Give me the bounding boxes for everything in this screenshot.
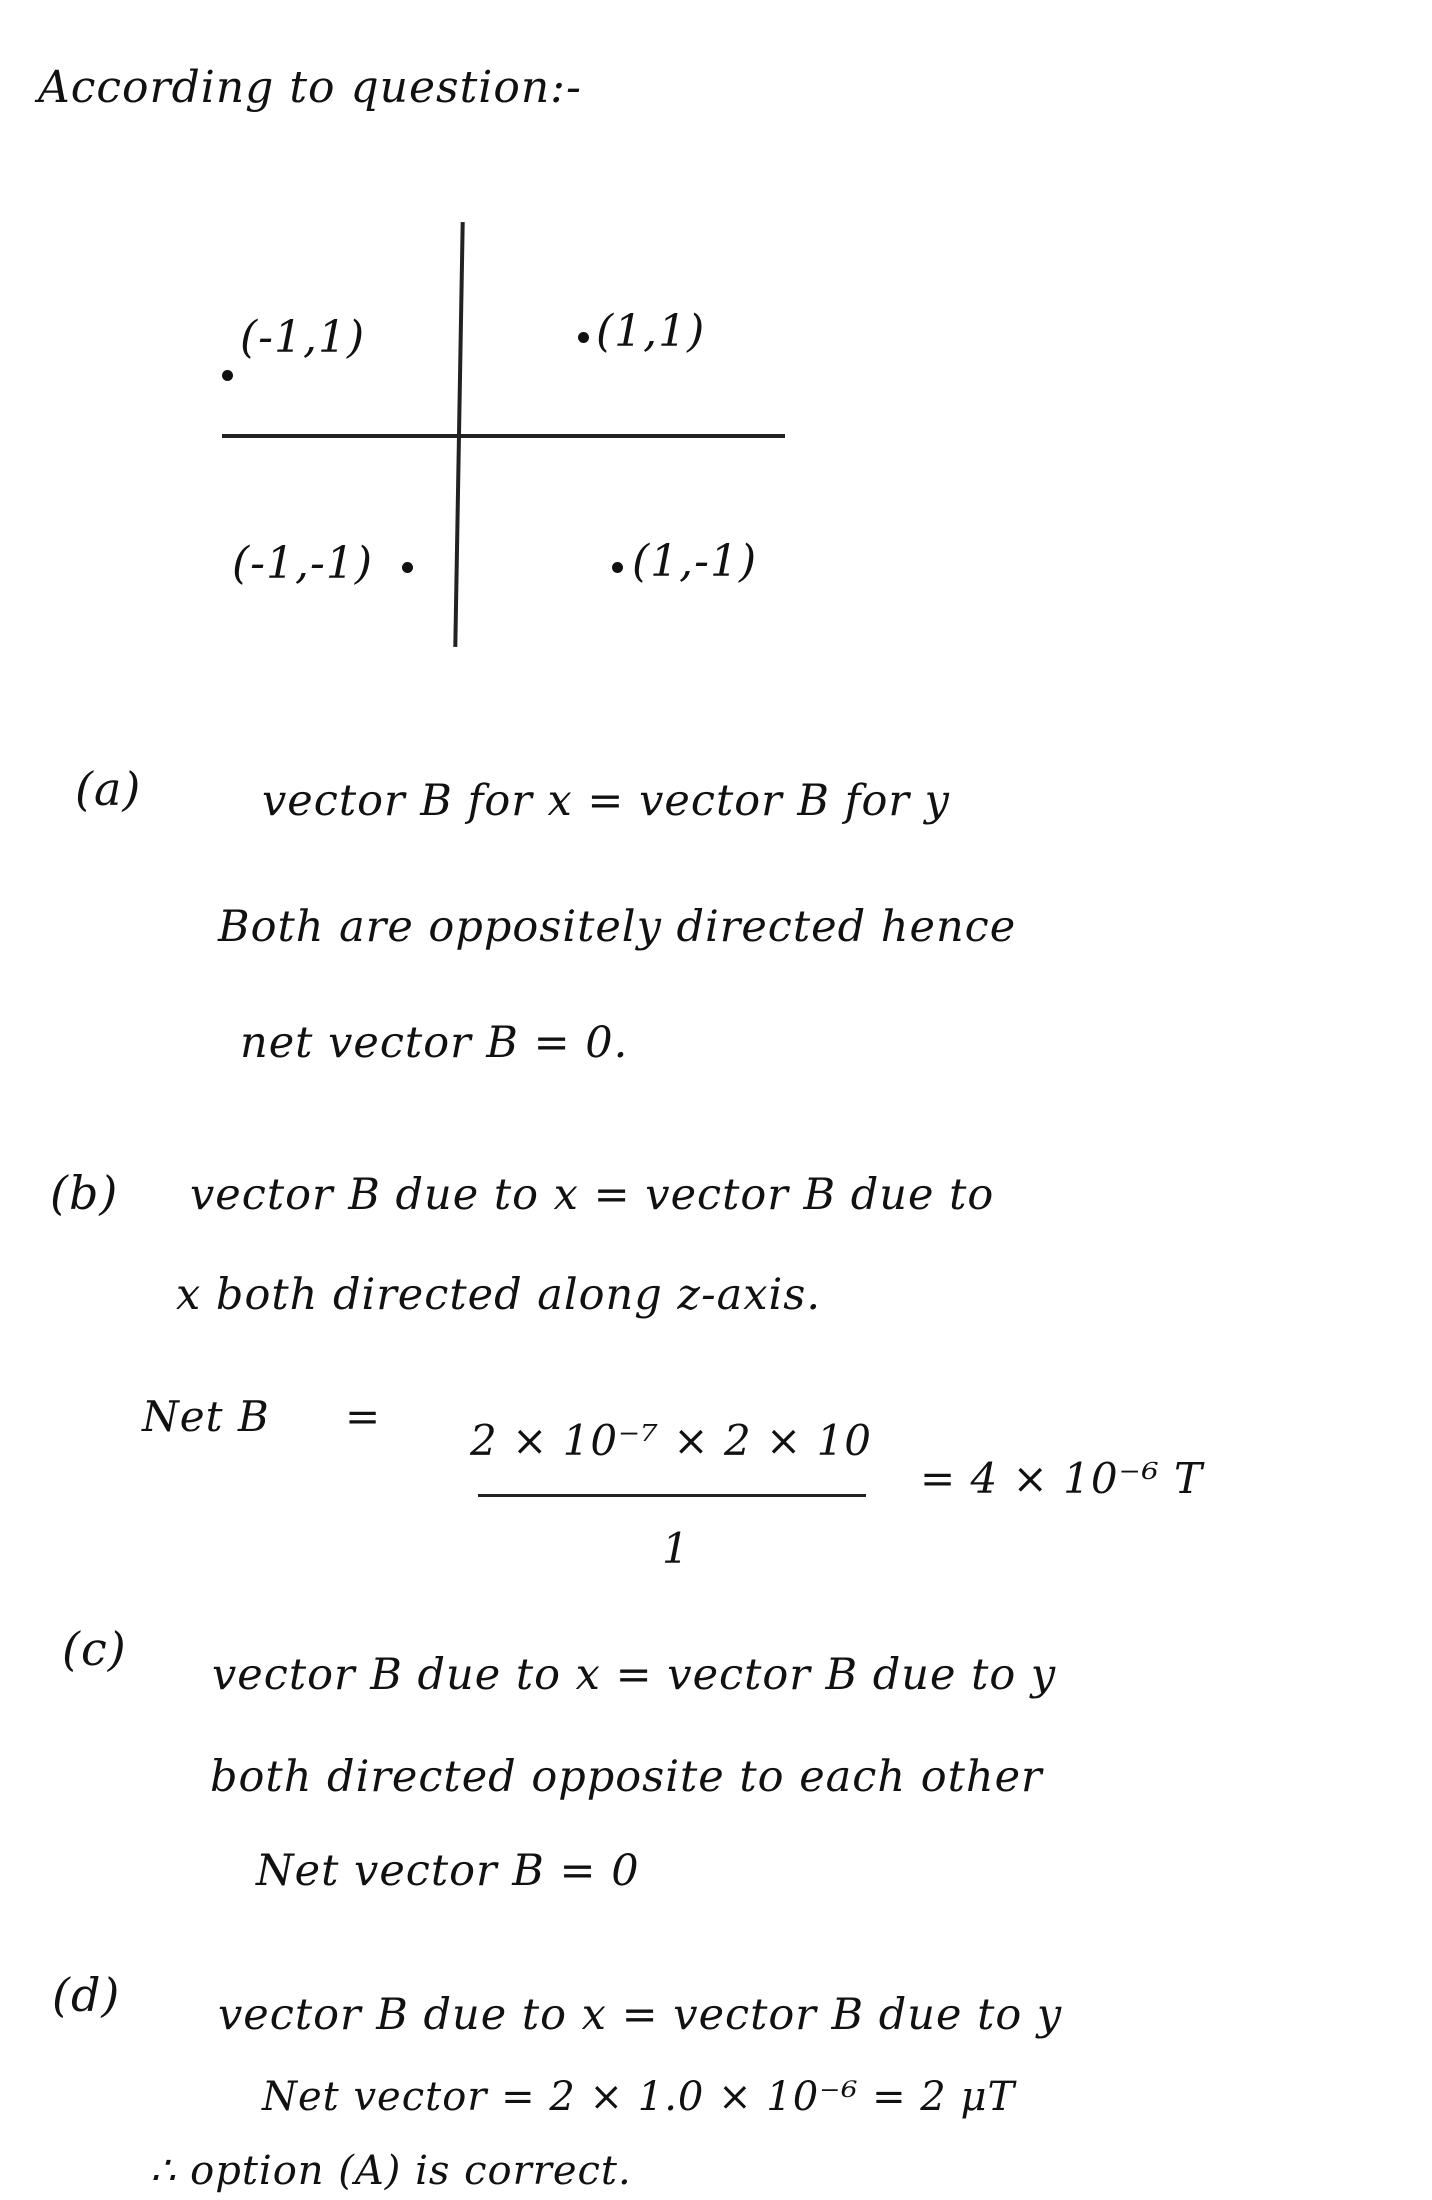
part-a-line3: net vector B = 0.: [240, 1018, 629, 1068]
part-c-line3: Net vector B = 0: [256, 1846, 640, 1896]
heading: According to question:-: [38, 62, 582, 113]
part-b-line1: vector B due to x = vector B due to: [190, 1170, 995, 1220]
part-a-label: (a): [75, 762, 142, 816]
part-a-line1: vector B for x = vector B for y: [262, 776, 950, 826]
part-c-label: (c): [62, 1622, 127, 1676]
point-label-q1: (1,1): [596, 306, 706, 357]
point-label-q2: (-1,1): [240, 312, 366, 363]
part-b-denominator: 1: [662, 1524, 690, 1573]
point-label-q3: (-1,-1): [232, 538, 374, 589]
point-dot-q4: [612, 562, 623, 573]
part-b-equals: =: [345, 1392, 382, 1441]
x-axis: [222, 434, 785, 438]
part-d-label: (d): [52, 1968, 121, 2022]
point-dot-q3: [402, 562, 413, 573]
part-d-line2: Net vector = 2 × 1.0 × 10⁻⁶ = 2 μT: [262, 2074, 1016, 2120]
part-a-line2: Both are oppositely directed hence: [218, 902, 1017, 952]
part-d-line1: vector B due to x = vector B due to y: [218, 1990, 1063, 2040]
part-b-net-label: Net B: [142, 1392, 270, 1441]
part-c-line1: vector B due to x = vector B due to y: [212, 1650, 1057, 1700]
point-dot-q2: [222, 370, 233, 381]
part-b-result: = 4 × 10⁻⁶ T: [920, 1454, 1203, 1503]
conclusion: ∴ option (A) is correct.: [150, 2148, 632, 2194]
point-dot-q1: [578, 332, 589, 343]
part-c-line2: both directed opposite to each other: [210, 1752, 1043, 1802]
point-label-q4: (1,-1): [632, 536, 758, 587]
part-b-label: (b): [50, 1166, 119, 1220]
part-b-line2: x both directed along z-axis.: [176, 1270, 821, 1320]
part-b-fraction-bar: [478, 1494, 866, 1497]
part-b-numerator: 2 × 10⁻⁷ × 2 × 10: [470, 1416, 873, 1465]
